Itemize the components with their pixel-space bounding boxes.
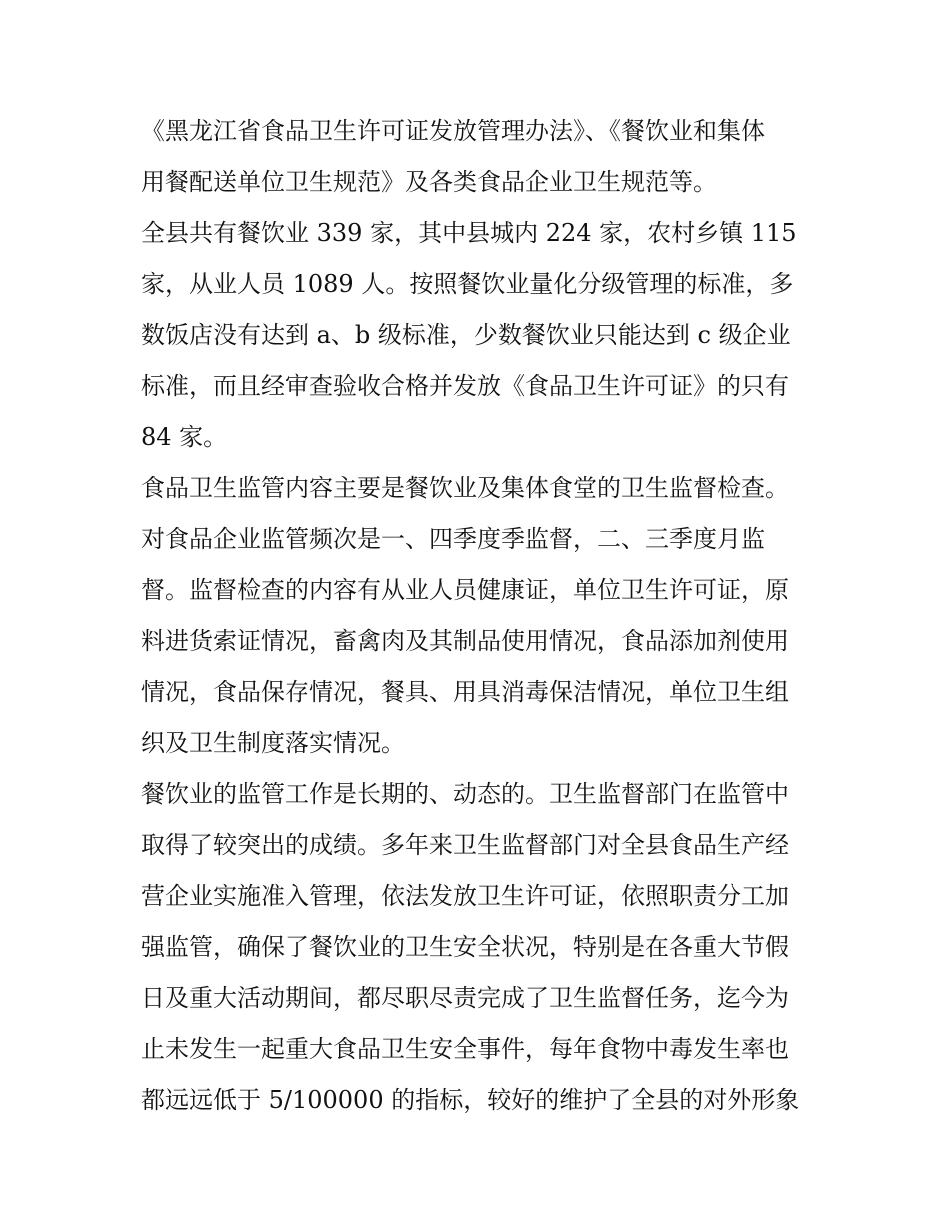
text-line: 情况，食品保存情况，餐具、用具消毒保洁情况，单位卫生组 (141, 678, 789, 706)
text-line: 家，从业人员 1089 人。按照餐饮业量化分级管理的标准，多 (141, 270, 794, 298)
paragraph-supervision-results (141, 769, 816, 1126)
document-body (141, 106, 816, 1126)
paragraph-restaurant-count (141, 208, 816, 463)
text-line: 强监管，确保了餐饮业的卫生安全状况，特别是在各重大节假 (141, 933, 789, 961)
text-line: 数饭店没有达到 a、b 级标准，少数餐饮业只能达到 c 级企业 (141, 321, 791, 349)
text-line: 日及重大活动期间，都尽职尽责完成了卫生监督任务，迄今为 (141, 984, 789, 1012)
text-line: 织及卫生制度落实情况。 (141, 729, 405, 757)
text-line: 止未发生一起重大食品卫生安全事件，每年食物中毒发生率也 (141, 1035, 789, 1063)
text-line: 餐饮业的监管工作是长期的、动态的。卫生监督部门在监管中 (141, 780, 789, 808)
paragraph-regulations (141, 106, 816, 208)
text-line: 都远远低于 5/100000 的指标，较好的维护了全县的对外形象 (141, 1086, 800, 1114)
text-line: 取得了较突出的成绩。多年来卫生监督部门对全县食品生产经 (141, 831, 789, 859)
text-line: 《黑龙江省食品卫生许可证发放管理办法》、《餐饮业和集体 (141, 117, 765, 145)
text-line: 标准，而且经审查验收合格并发放《食品卫生许可证》的只有 (141, 372, 789, 400)
text-line: 用餐配送单位卫生规范》及各类食品企业卫生规范等。 (141, 168, 717, 196)
text-line: 食品卫生监管内容主要是餐饮业及集体食堂的卫生监督检查。 (141, 474, 789, 502)
paragraph-supervision-content (141, 463, 816, 769)
text-line: 全县共有餐饮业 339 家，其中县城内 224 家，农村乡镇 115 (141, 219, 797, 247)
text-line: 督。监督检查的内容有从业人员健康证，单位卫生许可证，原 (141, 576, 789, 604)
text-line: 对食品企业监管频次是一、四季度季监督，二、三季度月监 (141, 525, 765, 553)
text-line: 料进货索证情况，畜禽肉及其制品使用情况，食品添加剂使用 (141, 627, 789, 655)
text-line: 84 家。 (141, 423, 228, 451)
text-line: 营企业实施准入管理，依法发放卫生许可证，依照职责分工加 (141, 882, 789, 910)
